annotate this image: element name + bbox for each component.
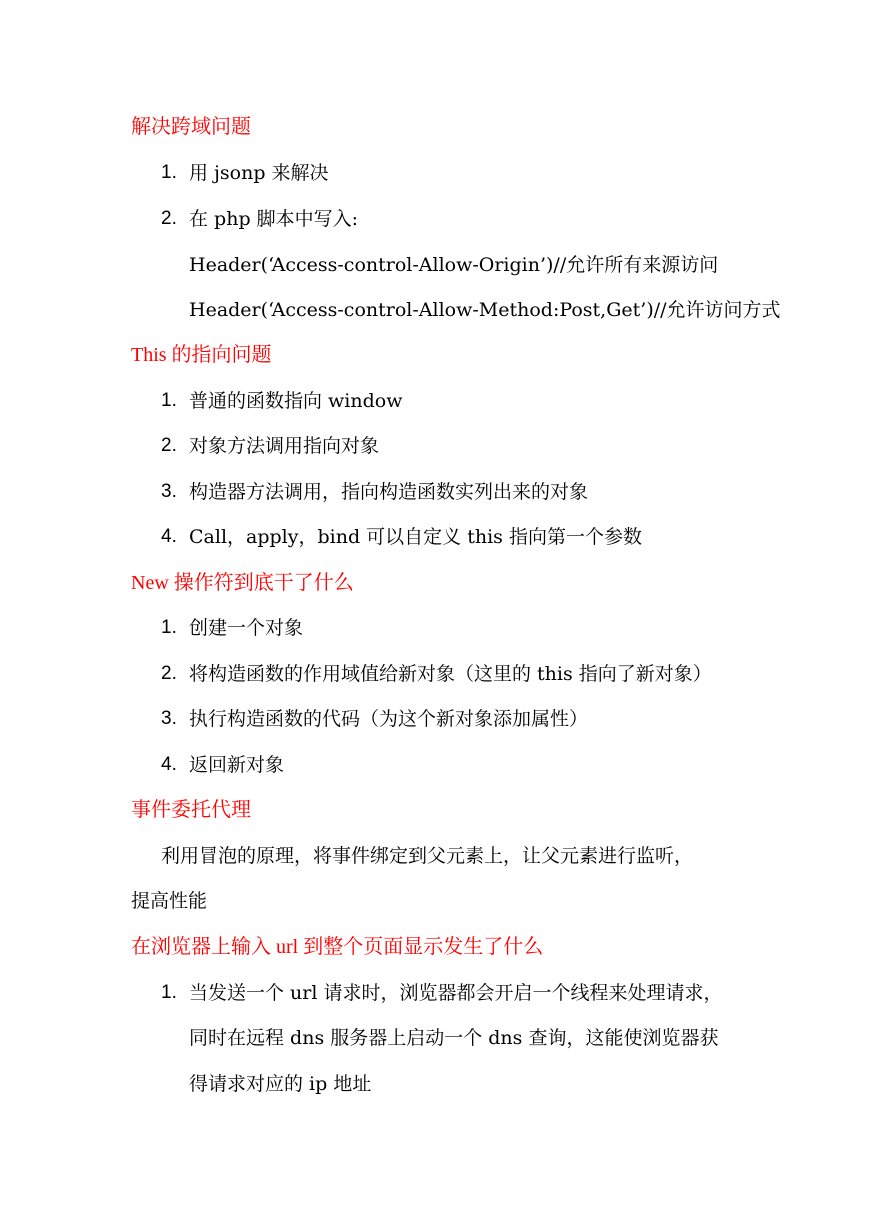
list-text: 将构造函数的作用域值给新对象（这里的 this 指向了新对象） [189,663,712,685]
list-text: 在 php 脚本中写入: [189,208,359,230]
section-heading: 解决跨域问题 [131,116,251,138]
list-text: 用 jsonp 来解决 [189,162,329,184]
list-continuation: 得请求对应的 ip 地址 [189,1073,372,1095]
list-text: Call，apply，bind 可以自定义 this 指向第一个参数 [189,526,642,548]
list-text: 创建一个对象 [189,617,304,639]
list-number: 2. [161,435,177,456]
list-text: 普通的函数指向 window [189,390,403,412]
code-line: Header(‘Access-control-Allow-Origin’)//允许所有来源访问 [189,254,719,276]
list-number: 4. [161,754,177,775]
list-number: 2. [161,663,177,684]
list-continuation: 同时在远程 dns 服务器上启动一个 dns 查询，这能使浏览器获 [189,1027,719,1049]
list-text: 返回新对象 [189,754,285,776]
paragraph-line: 利用冒泡的原理，将事件绑定到父元素上，让父元素进行监听， [161,845,694,867]
list-number: 4. [161,526,177,547]
list-number: 1. [161,390,177,411]
paragraph-line: 提高性能 [131,890,208,912]
list-number: 3. [161,708,177,729]
list-text: 执行构造函数的代码（为这个新对象添加属性） [189,708,589,730]
section-heading: 在浏览器上输入 url 到整个页面显示发生了什么 [131,936,544,958]
list-number: 2. [161,208,177,229]
list-text: 构造器方法调用，指向构造函数实列出来的对象 [189,481,589,503]
list-number: 1. [161,617,177,638]
section-heading: This 的指向问题 [131,344,272,366]
section-heading: 事件委托代理 [131,799,251,821]
list-text: 当发送一个 url 请求时，浏览器都会开启一个线程来处理请求， [189,982,723,1004]
section-heading: New 操作符到底干了什么 [131,572,354,594]
code-line: Header(‘Access-control-Allow-Method:Post,Get’)//允许访问方式 [189,299,781,321]
list-number: 1. [161,162,177,183]
list-number: 3. [161,481,177,502]
list-text: 对象方法调用指向对象 [189,435,380,457]
list-number: 1. [161,982,177,1003]
